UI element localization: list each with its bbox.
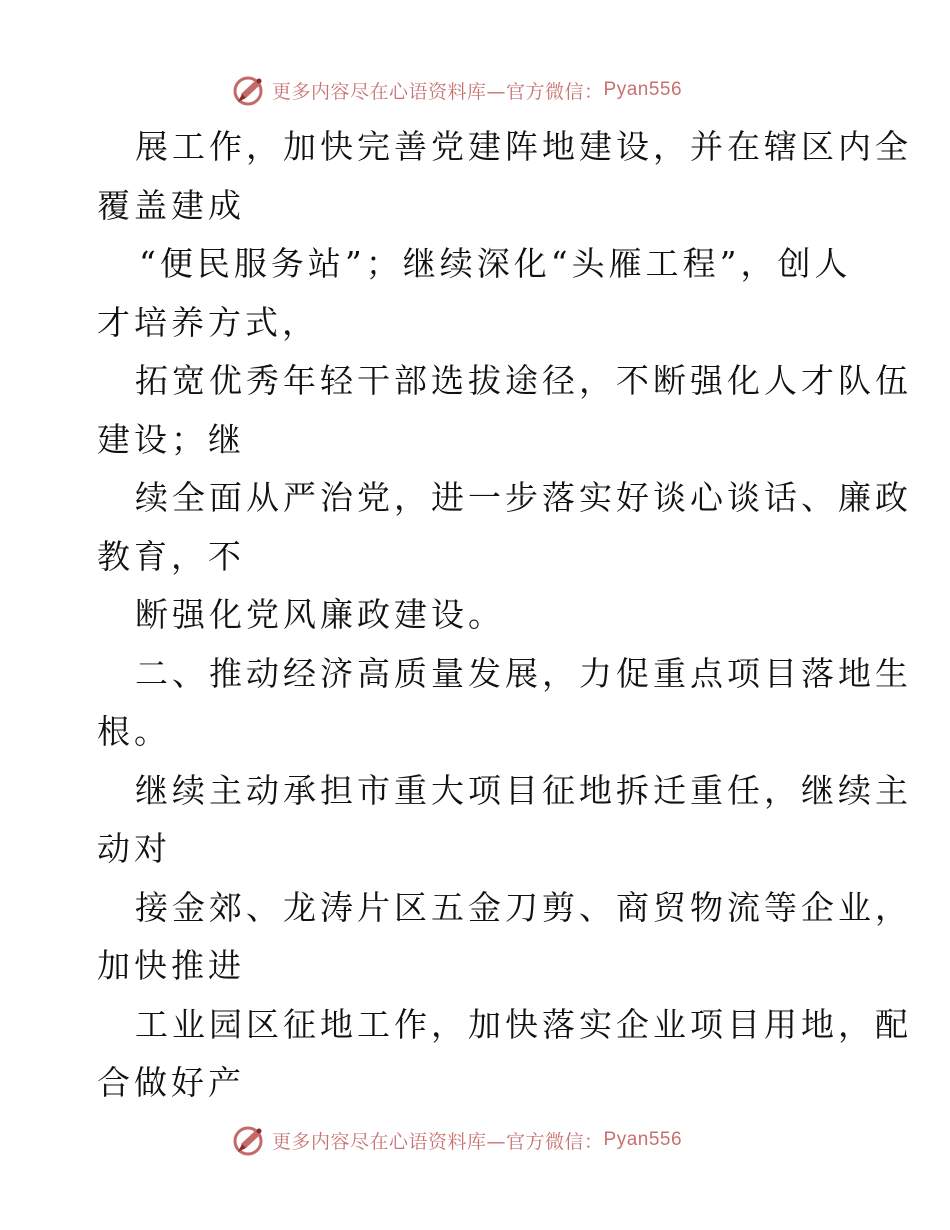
watermark-text: 更多内容尽在心语资料库—官方微信： xyxy=(272,1130,604,1153)
watermark-wechat-id: Pyan556 xyxy=(603,1129,683,1150)
text-line: 工业园区征地工作，加快落实企业项目用地，配 xyxy=(135,1004,912,1044)
text-line: “便民服务站”；继续深化“头雁工程”，创人 xyxy=(139,244,852,283)
watermark-text: 更多内容尽在心语资料库—官方微信： xyxy=(272,80,604,103)
text-line: 拓宽优秀年轻干部选拔途径，不断强化人才队伍 xyxy=(135,361,912,400)
section-heading: 二、推动经济高质量发展，力促重点项目落地生 xyxy=(135,653,912,693)
text-line: 才培养方式， xyxy=(97,302,319,342)
text-line: 接金郊、龙涛片区五金刀剪、商贸物流等企业， xyxy=(135,887,912,927)
text-line: 根。 xyxy=(97,712,171,751)
text-line: 继续主动承担市重大项目征地拆迁重任，继续主 xyxy=(135,770,912,810)
watermark-wechat-id: Pyan556 xyxy=(603,79,683,100)
pen-logo-icon xyxy=(232,1122,268,1158)
header-watermark xyxy=(232,72,682,108)
text-line: 断强化党风廉政建设。 xyxy=(135,595,505,634)
text-line: 动对 xyxy=(97,829,171,868)
text-line: 教育，不 xyxy=(97,536,245,576)
footer-watermark xyxy=(232,1122,682,1158)
document-body xyxy=(97,118,912,1113)
text-line: 覆盖建成 xyxy=(97,185,245,225)
text-line: 合做好产 xyxy=(97,1063,245,1102)
text-line: 建设；继 xyxy=(97,419,245,459)
pen-logo-icon xyxy=(232,72,268,108)
text-line: 加快推进 xyxy=(97,946,245,985)
text-line: 展工作，加快完善党建阵地建设，并在辖区内全 xyxy=(135,127,912,166)
text-line: 续全面从严治党，进一步落实好谈心谈话、廉政 xyxy=(135,478,912,517)
